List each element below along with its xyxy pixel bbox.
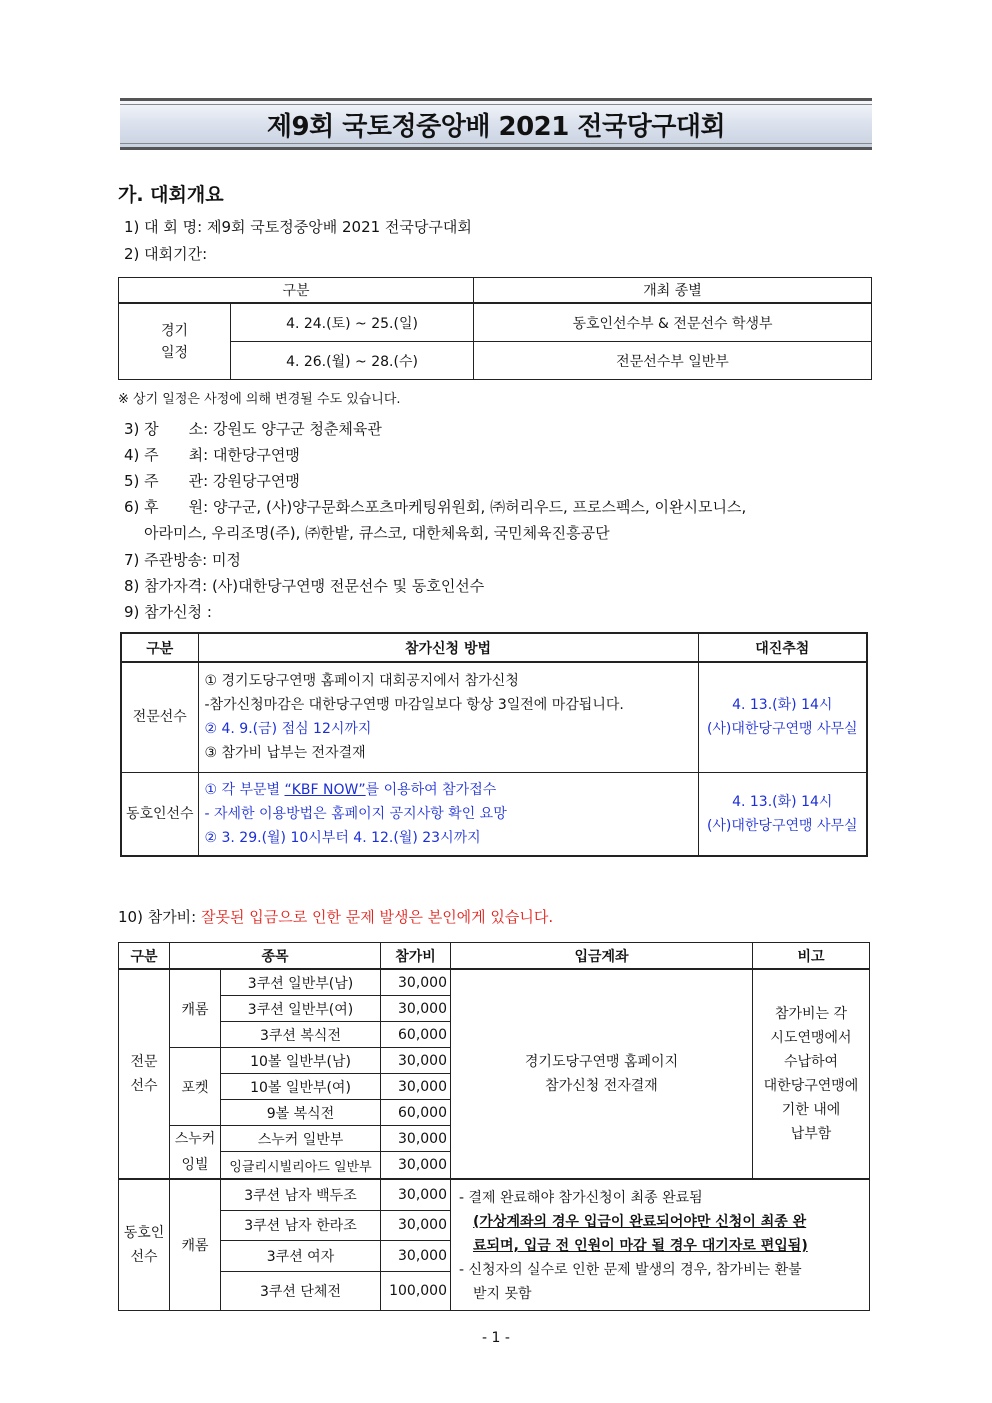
- header-cell: 비고: [753, 943, 870, 970]
- draw-cell: [698, 662, 867, 772]
- table-header-row: [119, 278, 872, 304]
- section-heading: 가. 대회개요: [118, 184, 224, 206]
- method-text: ① 각 부문별: [204, 781, 285, 798]
- schedule-dates: 4. 26.(월) ~ 28.(수): [231, 342, 474, 380]
- remark-line: 수납하여: [783, 1054, 839, 1070]
- account-line: 경기도당구연맹 홈페이지: [524, 1054, 679, 1070]
- method-text: 를 이용하여 참가접수: [365, 781, 497, 798]
- table-row: [119, 303, 872, 342]
- fee-cell: 30,000: [381, 1048, 451, 1074]
- schedule-event: 전문선수부 일반부: [474, 342, 872, 380]
- event-cell: 스누커 일반부: [221, 1126, 381, 1152]
- item-event-period: 2) 대회기간:: [124, 245, 208, 263]
- fee-cell: 30,000: [381, 969, 451, 996]
- item-sponsors: 6) 후 원: 양구군, (사)양구문화스포츠마케팅위원회, ㈜허리우드, 프로스펙스, 이완시모니스,: [124, 498, 747, 516]
- method-line: [205, 778, 698, 802]
- event-cell: 3쿠션 일반부(남): [221, 969, 381, 996]
- label-line: 선수: [130, 1078, 158, 1094]
- method-line: ② 4. 9.(금) 점심 12시까지: [204, 721, 372, 738]
- label-line: 동호인: [123, 1225, 165, 1241]
- event-cell: 3쿠션 단체전: [221, 1271, 381, 1310]
- table-row: [119, 342, 872, 380]
- item-broadcast: 7) 주관방송: 미정: [124, 551, 241, 569]
- method-line: ③ 참가비 납부는 전자결재: [204, 745, 366, 762]
- method-cell: [198, 772, 698, 856]
- header-cell: 구분: [119, 278, 474, 304]
- label-line: 스누커: [174, 1131, 216, 1147]
- fee-cell: 60,000: [381, 1100, 451, 1126]
- schedule-row-label: [119, 303, 231, 380]
- method-line: ② 3. 29.(월) 10시부터 4. 12.(월) 23시까지: [204, 829, 481, 846]
- schedule-event: 동호인선수부 & 전문선수 학생부: [474, 303, 872, 342]
- table-header-row: [121, 633, 867, 662]
- label-line: 일정: [160, 344, 189, 361]
- schedule-table: [118, 277, 872, 380]
- table-header-row: [119, 943, 870, 970]
- method-cell: [198, 662, 698, 772]
- note-line: 료되며, 입금 전 인원이 마감 될 경우 대기자로 편입됨): [473, 1238, 808, 1254]
- remark-cell: [753, 969, 870, 1179]
- fee-cell: 30,000: [381, 1074, 451, 1100]
- kbf-now-link[interactable]: “KBF NOW”: [284, 781, 366, 798]
- label-line: 경기: [160, 322, 189, 339]
- fee-cell: 30,000: [381, 1179, 451, 1210]
- event-cell: 3쿠션 남자 한라조: [221, 1210, 381, 1241]
- fee-cell: 30,000: [381, 1241, 451, 1272]
- schedule-dates: 4. 24.(토) ~ 25.(일): [231, 303, 474, 342]
- account-cell: [451, 969, 753, 1179]
- fee-cell: 30,000: [381, 1126, 451, 1152]
- notes-cell: [451, 1179, 870, 1311]
- header-cell: 참가비: [381, 943, 451, 970]
- fee-cell: 30,000: [381, 1152, 451, 1179]
- category-cell: [119, 1179, 170, 1311]
- table-row: [119, 969, 870, 996]
- method-line: - 자세한 이용방법은 홈페이지 공지사항 확인 요망: [204, 805, 507, 822]
- item-event-name: 1) 대 회 명: 제9회 국토정중앙배 2021 전국당구대회: [124, 218, 472, 236]
- fee-cell: 100,000: [381, 1271, 451, 1310]
- label-line: 선수: [130, 1249, 158, 1265]
- category-cell: 동호인선수: [121, 772, 198, 856]
- draw-line: 4. 13.(화) 14시: [732, 697, 833, 714]
- fee-table: [118, 942, 870, 1311]
- header-cell: 참가신청 방법: [198, 633, 698, 662]
- table-row: [119, 1179, 870, 1210]
- header-cell: 대진추첨: [698, 633, 867, 662]
- header-cell: 구분: [121, 633, 198, 662]
- item-fee: [118, 906, 553, 927]
- header-cell: 종목: [170, 943, 381, 970]
- label-line: 잉빌: [181, 1157, 209, 1173]
- document-title: 제9회 국토정중앙배 2021 전국당구대회: [266, 111, 726, 142]
- draw-line: 4. 13.(화) 14시: [732, 793, 833, 810]
- registration-table: [120, 632, 868, 857]
- item-registration: 9) 참가신청 :: [124, 603, 212, 621]
- fee-warning: 잘못된 입금으로 인한 문제 발생은 본인에게 있습니다.: [201, 908, 554, 926]
- remark-line: 납부함: [790, 1126, 832, 1142]
- group-cell: 캐롬: [170, 969, 221, 1048]
- remark-line: 참가비는 각: [774, 1006, 848, 1022]
- event-cell: 3쿠션 남자 백두조: [221, 1179, 381, 1210]
- group-cell: [170, 1126, 221, 1180]
- event-cell: 3쿠션 복식전: [221, 1022, 381, 1048]
- fee-cell: 30,000: [381, 1210, 451, 1241]
- group-cell: 캐롬: [170, 1179, 221, 1311]
- page-number: - 1 -: [482, 1330, 510, 1346]
- event-cell: 10볼 일반부(남): [221, 1048, 381, 1074]
- remark-line: 기한 내에: [781, 1102, 841, 1118]
- event-cell: 잉글리시빌리아드 일반부: [221, 1152, 381, 1179]
- group-cell: 포켓: [170, 1048, 221, 1126]
- note-line: - 신청자의 실수로 인한 문제 발생의 경우, 참가비는 환불: [459, 1262, 802, 1278]
- item-host: 4) 주 최: 대한당구연맹: [124, 446, 300, 464]
- category-cell: [119, 969, 170, 1179]
- fee-label: 10) 참가비:: [118, 908, 201, 926]
- title-banner: [120, 98, 872, 150]
- draw-cell: [698, 772, 867, 856]
- item-organizer: 5) 주 관: 강원당구연맹: [124, 472, 300, 490]
- event-cell: 3쿠션 여자: [221, 1241, 381, 1272]
- note-line: - 결제 완료해야 참가신청이 최종 완료됨: [459, 1190, 703, 1206]
- header-cell: 개최 종별: [474, 278, 872, 304]
- item-sponsors-cont: 아라미스, 우리조명(주), ㈜한밭, 큐스코, 대한체육회, 국민체육진흥공단: [144, 524, 610, 542]
- fee-cell: 30,000: [381, 996, 451, 1022]
- method-line: ① 경기도당구연맹 홈페이지 대회공지에서 참가신청: [204, 673, 519, 690]
- note-line: (가상계좌의 경우 입금이 완료되어야만 신청이 최종 완: [473, 1214, 807, 1230]
- draw-line: (사)대한당구연맹 사무실: [706, 817, 858, 834]
- account-line: 참가신청 전자결재: [545, 1078, 658, 1094]
- note-line: 받지 못함: [473, 1286, 532, 1302]
- header-cell: 입금계좌: [451, 943, 753, 970]
- schedule-note: ※ 상기 일정은 사정에 의해 변경될 수도 있습니다.: [118, 392, 401, 407]
- event-cell: 10볼 일반부(여): [221, 1074, 381, 1100]
- remark-line: 시도연맹에서: [770, 1030, 852, 1046]
- draw-line: (사)대한당구연맹 사무실: [706, 721, 858, 738]
- item-venue: 3) 장 소: 강원도 양구군 청춘체육관: [124, 420, 382, 438]
- table-row: [121, 662, 867, 772]
- remark-line: 대한당구연맹에: [763, 1078, 859, 1094]
- category-cell: 전문선수: [121, 662, 198, 772]
- label-line: 전문: [130, 1054, 158, 1070]
- event-cell: 9볼 복식전: [221, 1100, 381, 1126]
- header-cell: 구분: [119, 943, 170, 970]
- item-eligibility: 8) 참가자격: (사)대한당구연맹 전문선수 및 동호인선수: [124, 577, 485, 595]
- event-cell: 3쿠션 일반부(여): [221, 996, 381, 1022]
- table-row: [121, 772, 867, 856]
- fee-cell: 60,000: [381, 1022, 451, 1048]
- method-line: -참가신청마감은 대한당구연맹 마감일보다 항상 3일전에 마감됩니다.: [204, 697, 624, 714]
